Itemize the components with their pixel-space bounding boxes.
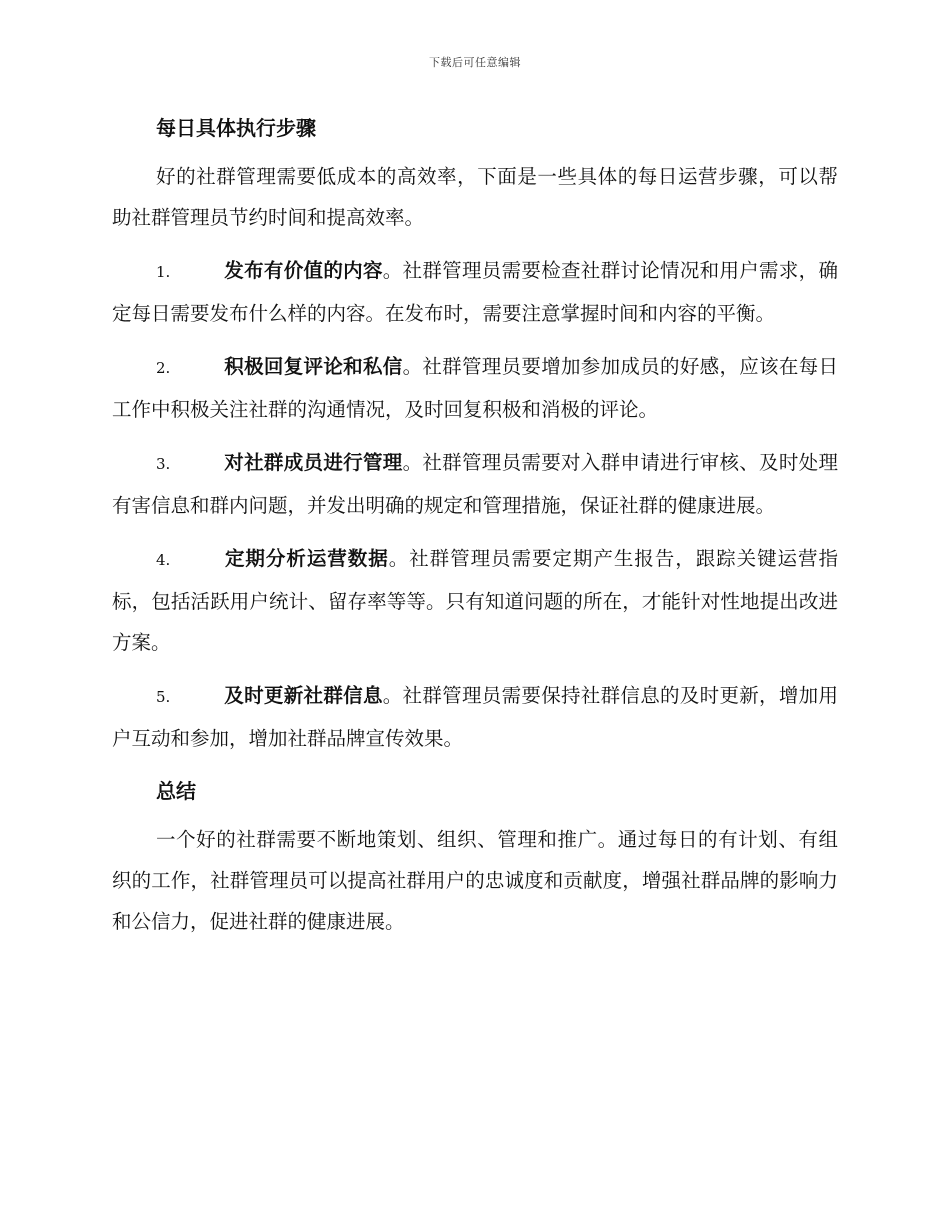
list-item — [112, 250, 838, 334]
list-item-text: 。社群管理员需要定期产生报告，跟踪关键运营指标，包括活跃用户统计、留存率等等。只有知道问题的所在，才能针对性地提出改进方案。 — [112, 547, 838, 654]
list-item-lead: 发布有价值的内容 — [224, 259, 383, 282]
list-item — [112, 675, 838, 759]
list-item-lead: 积极回复评论和私信 — [224, 355, 403, 378]
list-item-number: 4. — [156, 551, 171, 569]
list-item-number: 1. — [156, 263, 171, 281]
list-item-number: 5. — [156, 688, 171, 706]
list-item-lead: 及时更新社群信息 — [224, 684, 383, 707]
list-item — [112, 538, 838, 663]
list-item-lead: 定期分析运营数据 — [224, 547, 389, 570]
list-item-text: 。社群管理员需要检查社群讨论情况和用户需求，确定每日需要发布什么样的内容。在发布时，需要注意掌握时间和内容的平衡。 — [112, 259, 838, 325]
section-heading-summary: 总结 — [156, 779, 196, 803]
list-item-text: 。社群管理员需要对入群申请进行审核、及时处理有害信息和群内问题，并发出明确的规定和管理措施，保证社群的健康进展。 — [112, 451, 838, 517]
document-body — [112, 108, 838, 954]
list-item — [112, 442, 838, 526]
list-item-text: 。社群管理员需要保持社群信息的及时更新，增加用户互动和参加，增加社群品牌宣传效果。 — [112, 684, 838, 750]
list-item-text: 。社群管理员要增加参加成员的好感，应该在每日工作中积极关注社群的沟通情况，及时回复积极和消极的评论。 — [112, 355, 838, 421]
list-item-lead: 对社群成员进行管理 — [224, 451, 403, 474]
list-item — [112, 346, 838, 430]
section-heading-daily-steps: 每日具体执行步骤 — [156, 116, 316, 140]
summary-paragraph: 一个好的社群需要不断地策划、组织、管理和推广。通过每日的有计划、有组织的工作，社群管理员可以提高社群用户的忠诚度和贡献度，增强社群品牌的影响力和公信力，促进社群的健康进展。 — [112, 828, 838, 933]
list-item-number: 3. — [156, 455, 171, 473]
list-item-number: 2. — [156, 359, 171, 377]
intro-paragraph: 好的社群管理需要低成本的高效率，下面是一些具体的每日运营步骤，可以帮助社群管理员节约时间和提高效率。 — [112, 165, 838, 229]
page-header: 下载后可任意编辑 — [429, 56, 521, 69]
